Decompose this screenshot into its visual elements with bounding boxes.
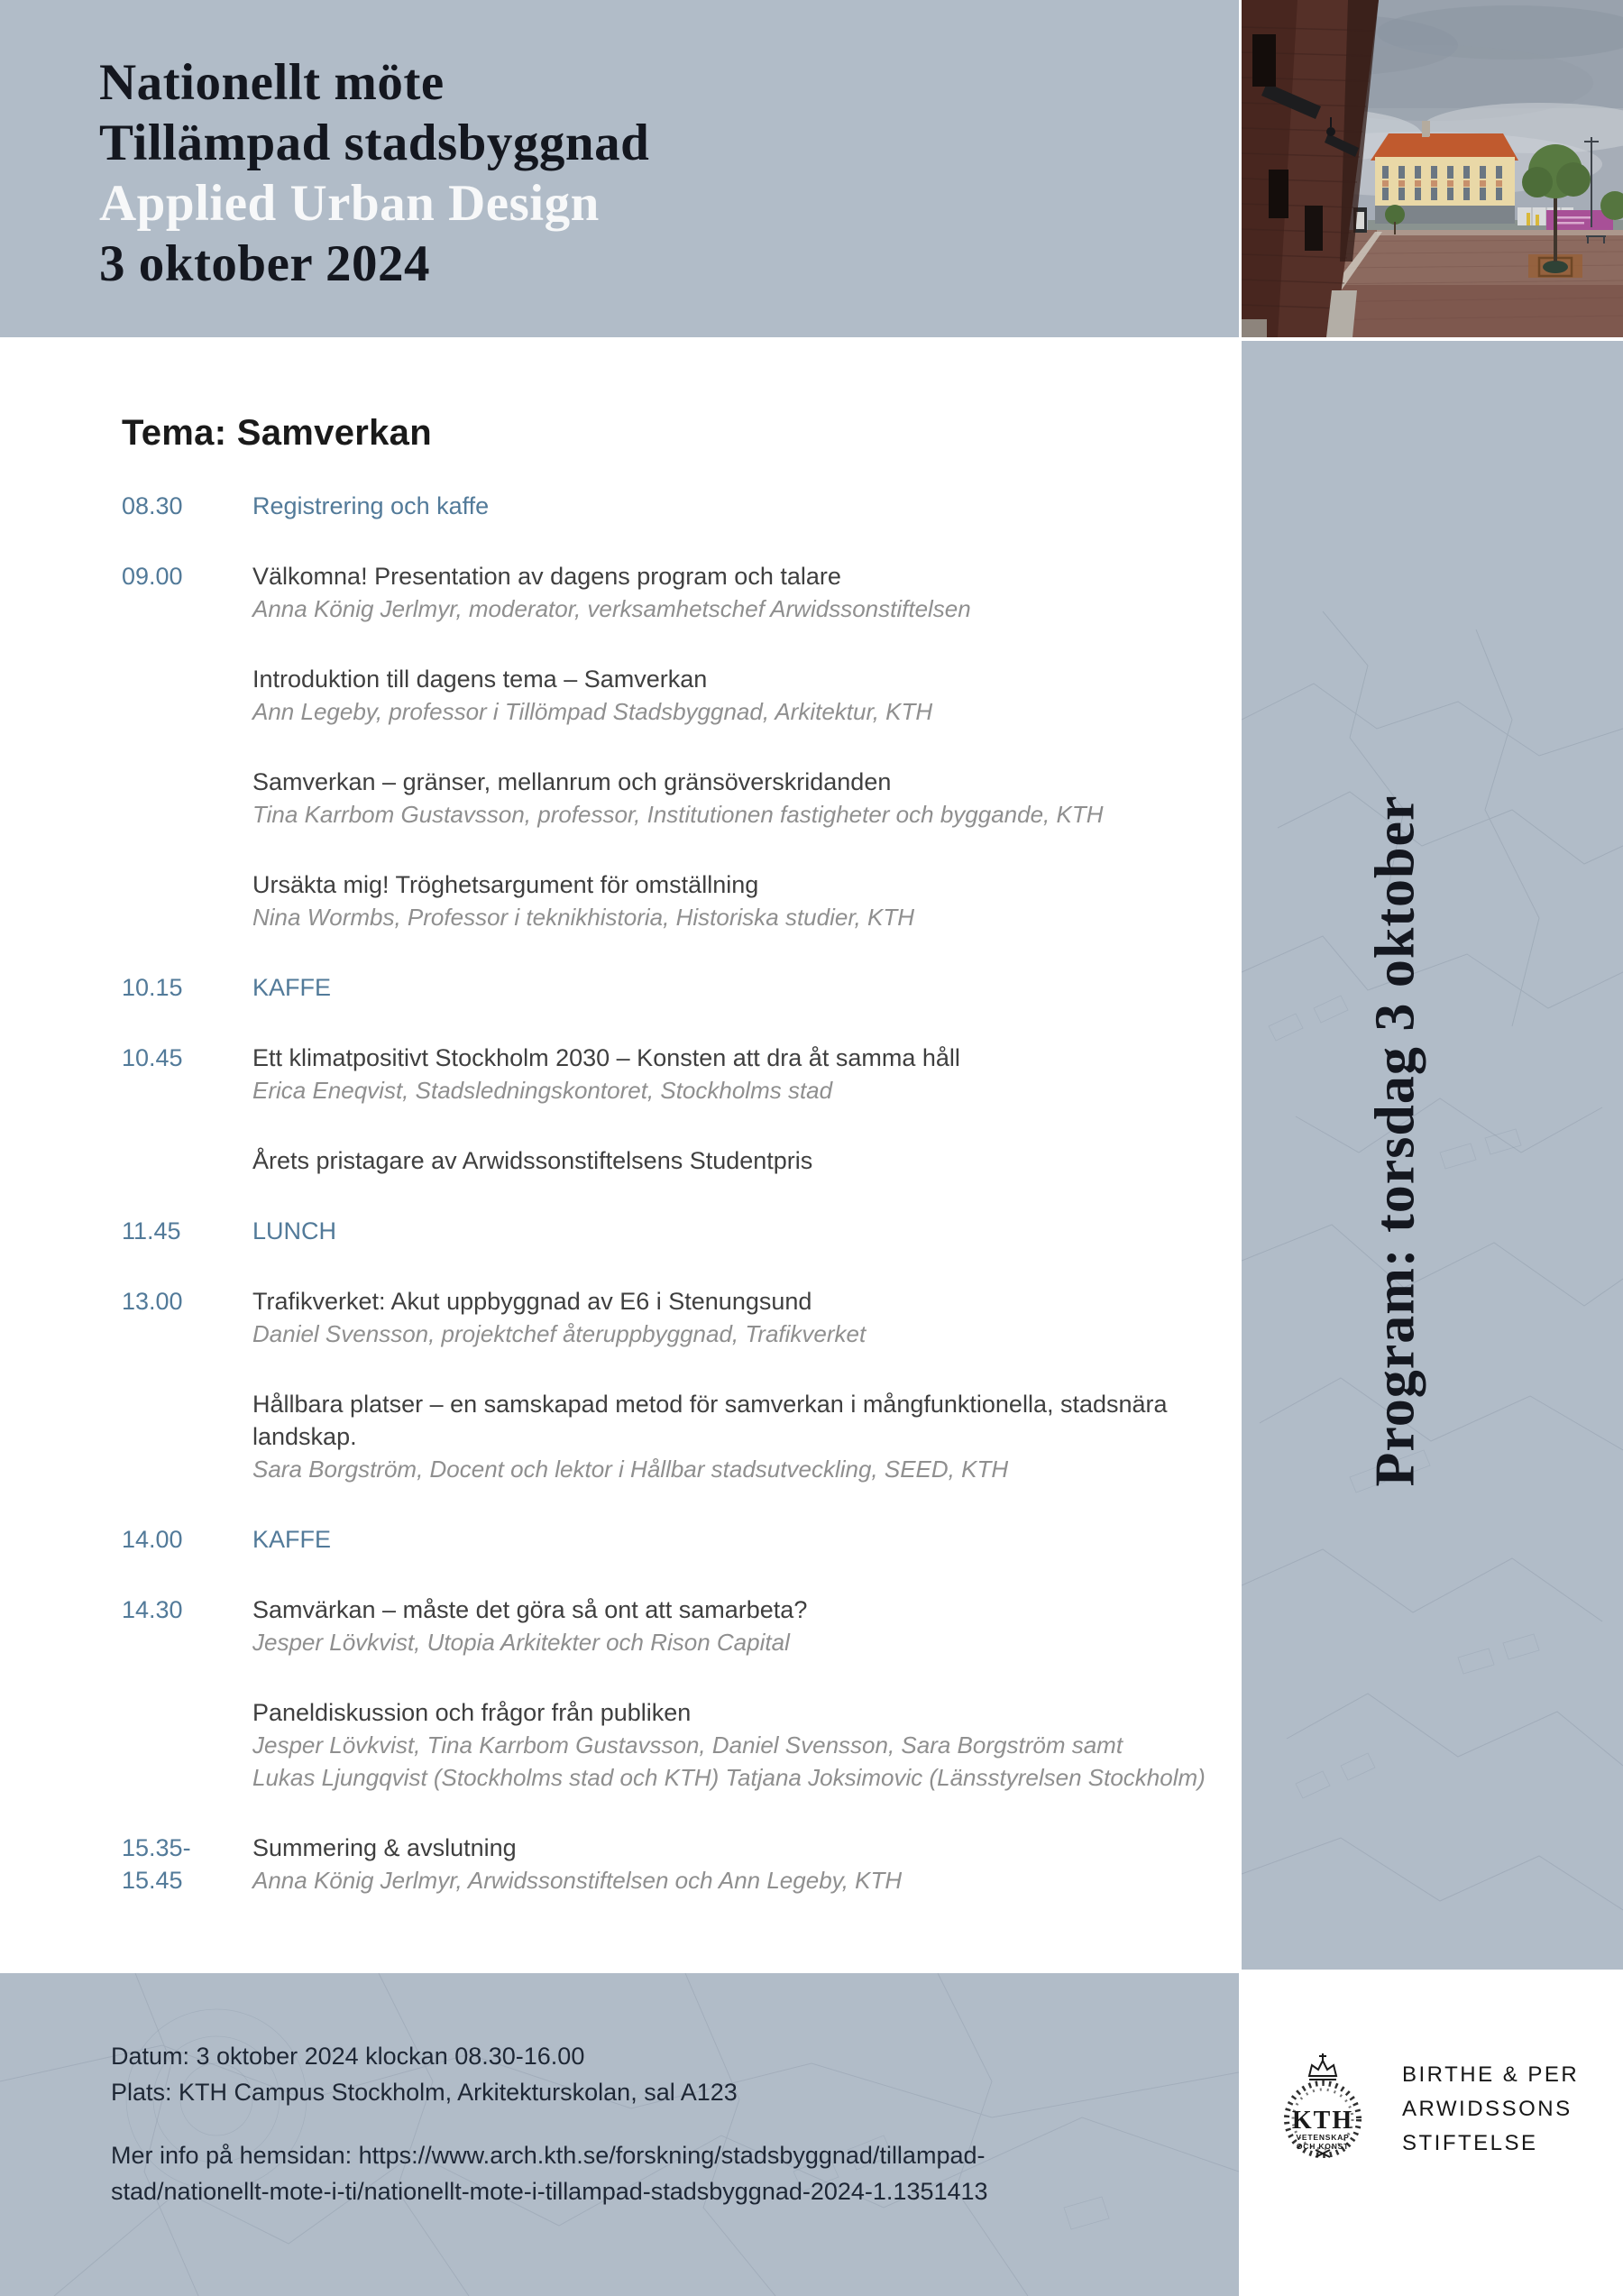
session-time — [122, 1832, 252, 1896]
session-time-line: 14.30 — [122, 1596, 183, 1623]
session-content — [252, 1832, 1208, 1896]
session-speaker: Anna König Jerlmyr, Arwidssonstiftelsen och Ann Legeby, KTH — [252, 1867, 903, 1894]
session-title: Paneldiskussion och frågor från publiken — [252, 1699, 692, 1726]
session-title: LUNCH — [252, 1217, 337, 1244]
session-time — [122, 1388, 252, 1485]
partner-box — [1242, 1973, 1623, 2296]
session-time — [122, 560, 252, 625]
partner-name-line: BIRTHE & PER — [1402, 2062, 1580, 2087]
session-time-line: 14.00 — [122, 1526, 183, 1553]
session-time — [122, 1593, 252, 1658]
schedule-block — [122, 663, 1239, 728]
session-content — [252, 971, 1208, 1004]
footer-info-link-line[interactable]: stad/nationellt-mote-i-ti/nationellt-mote-i-tillampad-stadsbyggnad-2024-1.1351413 — [111, 2178, 988, 2205]
session-title: Summering & avslutning — [252, 1834, 517, 1861]
schedule-block — [122, 1042, 1239, 1107]
partner-name — [1402, 2058, 1579, 2161]
session-time-line: 13.00 — [122, 1288, 183, 1315]
session-time — [122, 1285, 252, 1350]
kth-logo-subline2: OCH KONST — [1296, 2142, 1350, 2151]
header-title — [99, 52, 649, 294]
footer-detail-line: Datum: 3 oktober 2024 klockan 08.30-16.00 — [111, 2043, 585, 2070]
session-content — [252, 560, 1208, 625]
session-speaker: Tina Karrbom Gustavsson, professor, Institutionen fastigheter och byggande, KTH — [252, 801, 1104, 828]
session-title: Välkomna! Presentation av dagens program och talare — [252, 563, 841, 590]
session-time-line: 10.15 — [122, 974, 183, 1001]
session-title: Samvärkan – måste det göra så ont att samarbeta? — [252, 1596, 808, 1623]
schedule-block — [122, 1832, 1239, 1896]
session-time-line: 11.45 — [122, 1217, 181, 1244]
session-speaker: Jesper Lövkvist, Tina Karrbom Gustavsson, Daniel Svensson, Sara Borgström samt — [252, 1731, 1123, 1759]
session-title: Introduktion till dagens tema – Samverkan — [252, 666, 708, 693]
session-time — [122, 971, 252, 1004]
session-speaker: Jesper Lövkvist, Utopia Arkitekter och Rison Capital — [252, 1629, 790, 1656]
schedule-block — [122, 490, 1239, 522]
schedule-block — [122, 1388, 1239, 1485]
session-content — [252, 1144, 1208, 1177]
program-day-vertical-label: Program: torsdag 3 oktober — [1364, 794, 1426, 1487]
street-photo-illustration — [1242, 0, 1623, 337]
session-title: Ursäkta mig! Tröghetsargument för omställning — [252, 871, 759, 898]
footer-info-link-line[interactable]: Mer info på hemsidan: https://www.arch.kth.se/forskning/stadsbyggnad/tillampad- — [111, 2142, 986, 2169]
schedule-area — [0, 337, 1239, 1970]
schedule-block — [122, 1144, 1239, 1177]
session-time-line: 08.30 — [122, 492, 183, 519]
footer-band — [0, 1973, 1239, 2296]
header-title-line: 3 oktober 2024 — [99, 235, 430, 292]
session-speaker: Daniel Svensson, projektchef återuppbyggnad, Trafikverket — [252, 1320, 867, 1347]
session-time — [122, 1523, 252, 1556]
header-title-line: Nationellt möte — [99, 54, 445, 111]
schedule-block — [122, 1215, 1239, 1247]
session-content — [252, 1696, 1208, 1794]
session-speaker: Nina Wormbs, Professor i teknikhistoria, Historiska studier, KTH — [252, 904, 914, 931]
session-title: Årets pristagare av Arwidssonstiftelsens Studentpris — [252, 1147, 813, 1174]
session-time — [122, 1215, 252, 1247]
session-time — [122, 663, 252, 728]
schedule-block — [122, 1593, 1239, 1658]
session-title: Ett klimatpositivt Stockholm 2030 – Konsten att dra åt samma håll — [252, 1044, 960, 1071]
session-time-line: 10.45 — [122, 1044, 183, 1071]
session-content — [252, 766, 1208, 831]
session-content — [252, 1285, 1208, 1350]
session-time — [122, 1696, 252, 1794]
session-title: KAFFE — [252, 1526, 332, 1553]
session-content — [252, 1042, 1208, 1107]
map-texture — [1242, 341, 1623, 1970]
partner-name-line: ARWIDSSONS — [1402, 2097, 1573, 2121]
session-content — [252, 663, 1208, 728]
session-title: Trafikverket: Akut uppbyggnad av E6 i Stenungsund — [252, 1288, 812, 1315]
footer-detail-line: Plats: KTH Campus Stockholm, Arkitekturskolan, sal A123 — [111, 2079, 738, 2106]
schedule-block — [122, 560, 1239, 625]
session-content — [252, 1388, 1208, 1485]
schedule-block — [122, 766, 1239, 831]
session-speaker: Lukas Ljungqvist (Stockholms stad och KTH) Tatjana Joksimovic (Länsstyrelsen Stockholm) — [252, 1764, 1206, 1791]
session-title: Registrering och kaffe — [252, 492, 490, 519]
session-speaker: Anna König Jerlmyr, moderator, verksamhetschef Arwidssonstiftelsen — [252, 595, 971, 622]
sidebar — [1242, 341, 1623, 1970]
session-content — [252, 1523, 1208, 1556]
schedule-block — [122, 1696, 1239, 1794]
schedule-block — [122, 868, 1239, 933]
session-content — [252, 1593, 1208, 1658]
session-time — [122, 1144, 252, 1177]
session-time-line: 15.35- — [122, 1834, 191, 1861]
session-speaker: Sara Borgström, Docent och lektor i Hållbar stadsutveckling, SEED, KTH — [252, 1456, 1009, 1483]
schedule-block — [122, 1285, 1239, 1350]
schedule-block — [122, 971, 1239, 1004]
schedule-block — [122, 1523, 1239, 1556]
header-band — [0, 0, 1239, 337]
footer-text — [111, 2038, 988, 2209]
session-speaker: Erica Eneqvist, Stadsledningskontoret, Stockholms stad — [252, 1077, 833, 1104]
session-title: Hållbara platser – en samskapad metod för samverkan i mångfunktionella, stadsnära landskap. — [252, 1391, 1168, 1450]
schedule — [0, 490, 1239, 1896]
partner-name-line: STIFTELSE — [1402, 2131, 1538, 2155]
session-time — [122, 766, 252, 831]
footer-details — [111, 2038, 988, 2110]
session-content — [252, 490, 1208, 522]
session-content — [252, 1215, 1208, 1247]
session-content — [252, 868, 1208, 933]
header-photo — [1242, 0, 1623, 337]
session-speaker: Ann Legeby, professor i Tillömpad Stadsbyggnad, Arkitektur, KTH — [252, 698, 933, 725]
session-time — [122, 868, 252, 933]
session-time-line: 15.45 — [122, 1867, 183, 1894]
kth-logo — [1276, 2053, 1370, 2164]
header-title-line: Tillämpad stadsbyggnad — [99, 115, 650, 171]
session-time — [122, 490, 252, 522]
footer-info — [111, 2137, 988, 2209]
session-title: KAFFE — [252, 974, 332, 1001]
session-time-line: 09.00 — [122, 563, 183, 590]
theme-heading: Tema: Samverkan — [122, 413, 432, 453]
session-time — [122, 1042, 252, 1107]
kth-logo-label: KTH — [1291, 2107, 1354, 2135]
session-title: Samverkan – gränser, mellanrum och gränsöverskridanden — [252, 768, 892, 795]
header-title-line: Applied Urban Design — [99, 175, 600, 232]
kth-logo-subline1: VETENSKAP — [1296, 2133, 1350, 2142]
